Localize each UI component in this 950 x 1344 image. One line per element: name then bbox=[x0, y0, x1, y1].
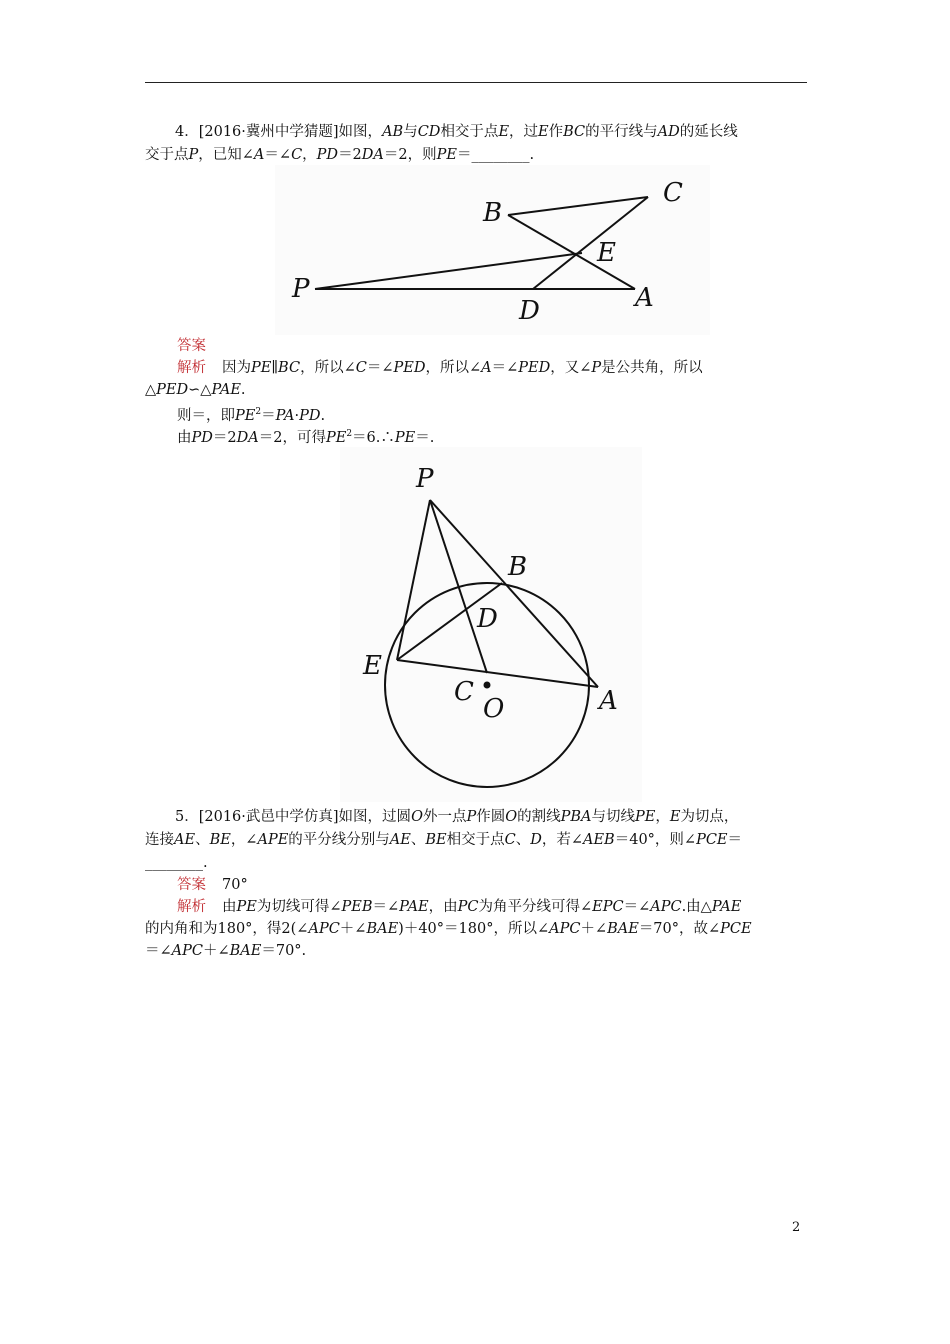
label-E: E bbox=[597, 238, 616, 268]
label-P: P bbox=[416, 464, 434, 494]
label-D: D bbox=[477, 604, 498, 634]
center-dot-O bbox=[484, 682, 491, 689]
label-P: P bbox=[292, 274, 310, 304]
q4-analysis-line-2: △PED∽△PAE. bbox=[145, 382, 246, 398]
q5-stem-line-1: 5．[2016·武邑中学仿真]如图，过圆O外一点P作圆O的割线PBA与切线PE，E为切点， bbox=[175, 809, 739, 825]
label-E: E bbox=[363, 651, 382, 681]
q5-answer: 答案 70° bbox=[177, 877, 248, 893]
header-rule bbox=[145, 82, 807, 83]
q4-stem-line-2: 交于点P，已知∠A＝∠C，PD＝2DA＝2，则PE＝________. bbox=[145, 147, 535, 163]
label-B: B bbox=[508, 552, 528, 582]
q4-analysis-line-4: 由PD＝2DA＝2，可得$PE^2=6.\therefore PE=$. bbox=[177, 429, 435, 446]
label-C: C bbox=[454, 677, 474, 707]
q4-answer: 答案 bbox=[177, 338, 206, 354]
q4-analysis-line-1: 解析 因为PE∥BC，所以∠C＝∠PED，所以∠A＝∠PED，又∠P是公共角，所以 bbox=[177, 360, 703, 376]
label-C: C bbox=[663, 178, 683, 208]
q4-analysis-line-3: 则＝，即$PE^2=PA\cdot PD$. bbox=[177, 407, 326, 424]
q5-answer-value: 70° bbox=[222, 877, 248, 893]
q4-figure bbox=[275, 165, 710, 335]
page-number: 2 bbox=[792, 1220, 801, 1235]
q4-stem-line-1: 4．[2016·冀州中学猜题]如图，AB与CD相交于点E，过E作BC的平行线与AD的延长线 bbox=[175, 124, 738, 140]
label-A: A bbox=[635, 283, 654, 313]
label-D: D bbox=[519, 296, 540, 326]
q5-figure bbox=[340, 447, 642, 802]
q5-analysis-line-2: 的内角和为180°，得2(∠APC＋∠BAE)＋40°＝180°，所以∠APC＋∠BAE＝70°，故∠PCE bbox=[145, 921, 752, 937]
label-O: O bbox=[483, 694, 505, 724]
label-B: B bbox=[483, 198, 503, 228]
q5-stem-line-3: ________. bbox=[145, 855, 208, 871]
q5-analysis-line-1: 解析 由PE为切线可得∠PEB＝∠PAE，由PC为角平分线可得∠EPC＝∠APC.由△PAE bbox=[177, 899, 742, 915]
q5-stem-line-2: 连接AE、BE，∠APE的平分线分别与AE、BE相交于点C、D，若∠AEB＝40°，则∠PCE＝ bbox=[145, 832, 743, 848]
label-A: A bbox=[599, 686, 618, 716]
q5-analysis-line-3: ＝∠APC＋∠BAE＝70°. bbox=[145, 943, 307, 959]
